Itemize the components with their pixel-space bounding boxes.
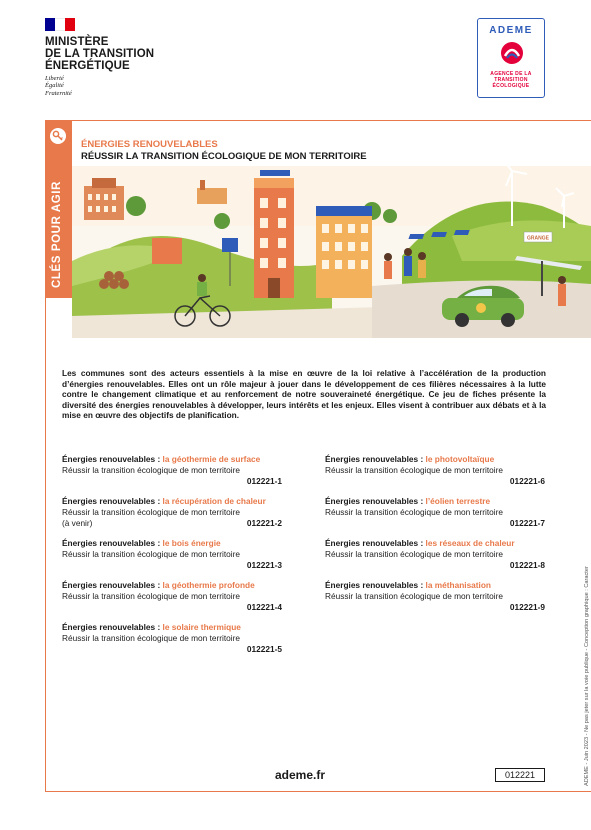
fiche-topic: les réseaux de chaleur	[425, 538, 515, 548]
fiche-code: 012221-2	[246, 518, 282, 528]
fiche-item[interactable]: Énergies renouvelables : la méthanisation Réussir la transition écologique de mon territoire 012221-9	[325, 580, 555, 613]
intro-paragraph: Les communes sont des acteurs essentiels à la mise en œuvre de la loi relative à l’accélération de la production d’énergies renouvelables. Elles ont un rôle majeur à jouer dans le développement de ces filières nécessaires à la lutte contre le changement climatique et au renforcement de notre souveraineté énergétique. Ce jeu de fiches présente la diversité des énergies renouvelables à développer, leurs intérêts et les enjeux. Elles visent à contribuer aux débats et à la mise en œuvre des objectifs de planification.	[62, 368, 546, 421]
fiche-code: 012221-5	[246, 644, 282, 654]
title-block	[76, 136, 384, 166]
key-icon	[50, 128, 66, 144]
ademe-logo	[477, 18, 545, 98]
fiche-topic: le solaire thermique	[162, 622, 241, 632]
fiche-item[interactable]: Énergies renouvelables : le solaire thermique Réussir la transition écologique de mon territoire 012221-5	[62, 622, 292, 655]
document-code: 012221	[495, 768, 545, 782]
fiche-item[interactable]: Énergies renouvelables : la géothermie de surface Réussir la transition écologique de mon territoire 012221-1	[62, 454, 292, 487]
fiche-item[interactable]: Énergies renouvelables : les réseaux de chaleur Réussir la transition écologique de mon territoire 012221-8	[325, 538, 555, 571]
side-tab-label: CLÉS POUR AGIR	[51, 180, 63, 288]
title-line-2: RÉUSSIR LA TRANSITION ÉCOLOGIQUE DE MON TERRITOIRE	[81, 151, 367, 162]
fiche-topic: la récupération de chaleur	[162, 496, 266, 506]
fiche-code: 012221-6	[509, 476, 545, 486]
fiche-subtitle: Réussir la transition écologique de mon territoire	[62, 465, 241, 475]
ministry-name: MINISTÈRE DE LA TRANSITION ÉNERGÉTIQUE	[45, 36, 155, 72]
title-line-1: ÉNERGIES RENOUVELABLES	[81, 139, 218, 150]
renewable-energy-illustration	[72, 166, 591, 338]
ademe-tagline: AGENCE DE LA TRANSITION ÉCOLOGIQUE	[490, 71, 532, 89]
fiche-code: 012221-7	[509, 518, 545, 528]
fiche-subtitle: Réussir la transition écologique de mon territoire	[62, 591, 241, 601]
fiche-code: 012221-8	[509, 560, 545, 570]
credit-line: ADEME - Juin 2023 - Ne pas jeter sur la voie publique - Conception graphique : Caracter	[584, 566, 590, 786]
fiche-item[interactable]: Énergies renouvelables : la géothermie profonde Réussir la transition écologique de mon territoire 012221-4	[62, 580, 292, 613]
fiche-subtitle: Réussir la transition écologique de mon territoire	[325, 549, 504, 559]
fiche-topic: le bois énergie	[162, 538, 221, 548]
fiche-subtitle: Réussir la transition écologique de mon territoire	[62, 633, 241, 643]
french-flag-icon	[45, 18, 75, 31]
website-link[interactable]: ademe.fr	[275, 768, 326, 782]
fiche-topic: la géothermie profonde	[162, 580, 255, 590]
side-tab	[45, 120, 72, 298]
ademe-brand: ADEME	[489, 25, 533, 36]
fiche-subtitle: Réussir la transition écologique de mon territoire	[62, 549, 241, 559]
fiche-subtitle: Réussir la transition écologique de mon territoire	[325, 465, 504, 475]
barn-sign-label: GRANGE	[527, 235, 549, 242]
fiche-list-right	[325, 454, 555, 613]
fiche-code: 012221-4	[246, 602, 282, 612]
fiche-subtitle: Réussir la transition écologique de mon territoire	[325, 507, 504, 517]
fiche-subtitle: Réussir la transition écologique de mon territoire	[325, 591, 504, 601]
fiche-code: 012221-9	[509, 602, 545, 612]
fiche-topic: la méthanisation	[425, 580, 491, 590]
fiche-item[interactable]: Énergies renouvelables : la récupération de chaleur Réussir la transition écologique de mon territoire (à venir) 012221-2	[62, 496, 292, 529]
fiche-topic: la géothermie de surface	[162, 454, 261, 464]
republic-motto: Liberté Égalité Fraternité	[45, 75, 72, 97]
fiche-code: 012221-3	[246, 560, 282, 570]
fiche-item[interactable]: Énergies renouvelables : le bois énergie Réussir la transition écologique de mon territoire 012221-3	[62, 538, 292, 571]
fiche-item[interactable]: Énergies renouvelables : l’éolien terrestre Réussir la transition écologique de mon territoire 012221-7	[325, 496, 555, 529]
fiche-topic: l’éolien terrestre	[425, 496, 491, 506]
fiche-item[interactable]: Énergies renouvelables : le photovoltaïque Réussir la transition écologique de mon territoire 012221-6	[325, 454, 555, 487]
fiche-topic: le photovoltaïque	[425, 454, 495, 464]
fiche-note: (à venir)	[62, 518, 93, 528]
fiche-code: 012221-1	[246, 476, 282, 486]
fiche-subtitle: Réussir la transition écologique de mon territoire	[62, 507, 241, 517]
fiche-list-left	[62, 454, 292, 655]
ademe-emblem-icon	[500, 41, 524, 65]
